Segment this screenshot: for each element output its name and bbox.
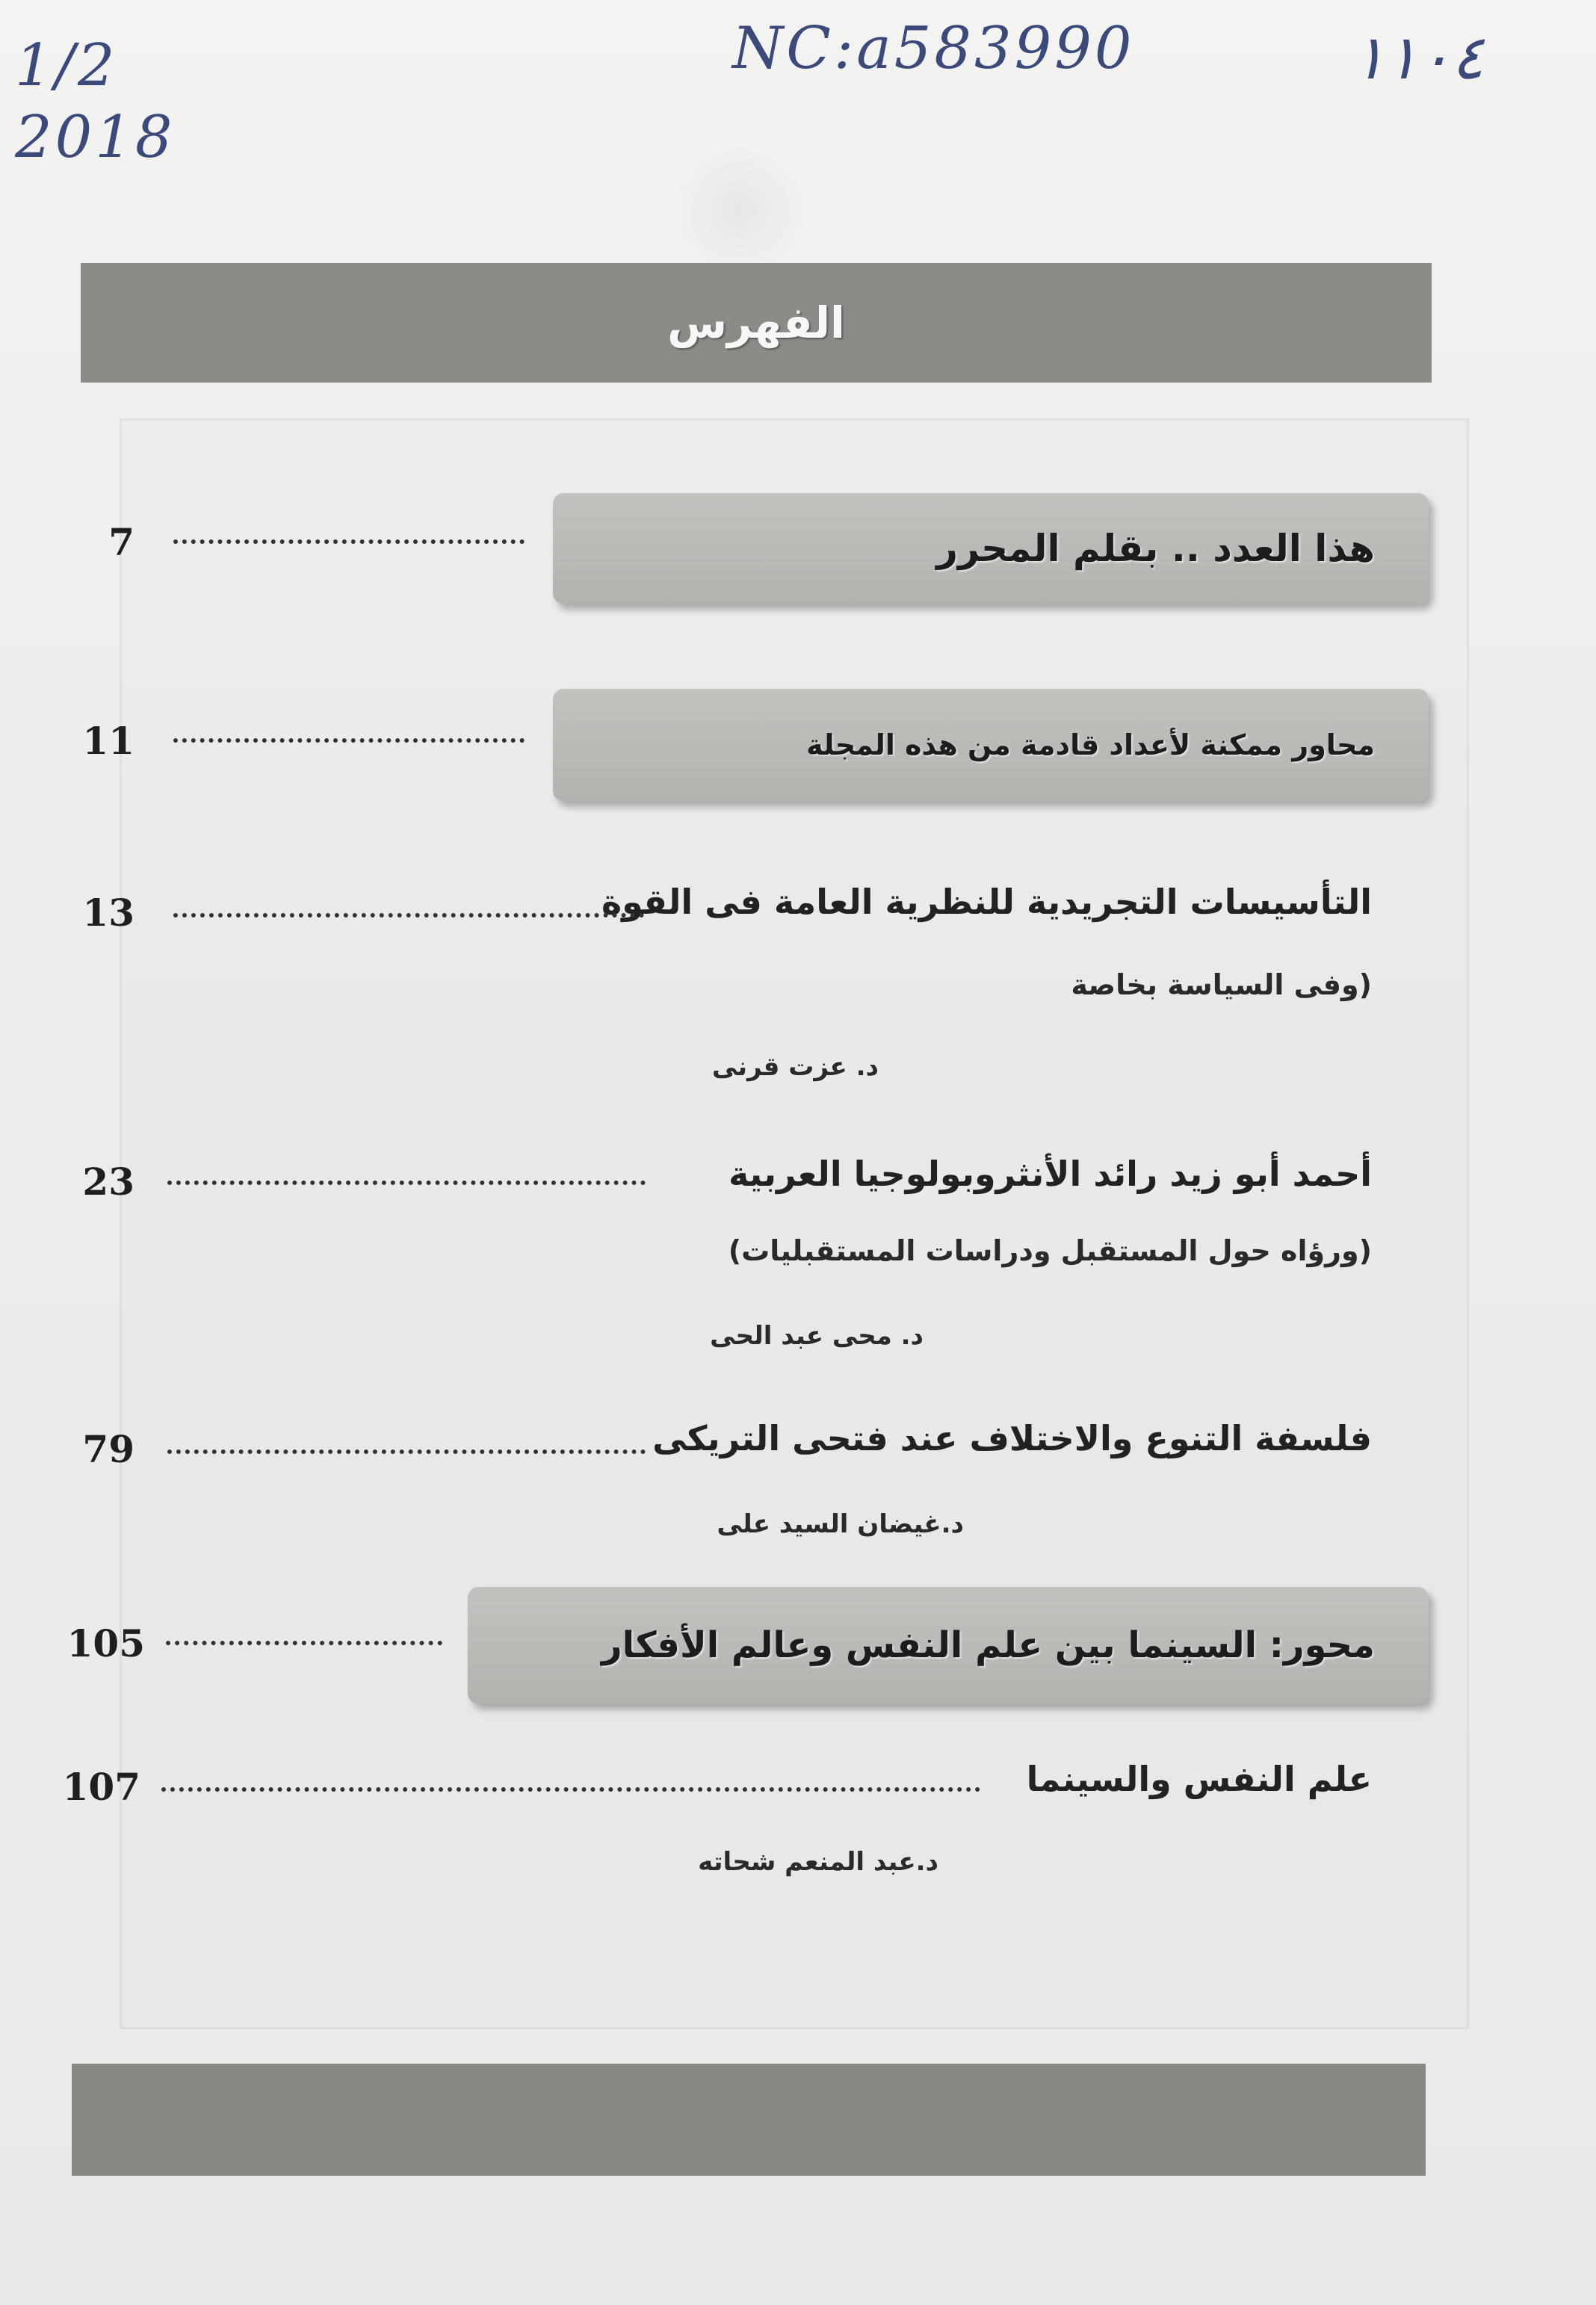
page-title: الفهرس (667, 297, 845, 348)
page-number[interactable]: 13 (82, 891, 134, 935)
entry-title: محاور ممكنة لأعداد قادمة من هذه المجلة (806, 728, 1375, 761)
leader-dots (173, 913, 644, 918)
page-number[interactable]: 11 (82, 719, 134, 763)
background-ornament-top (672, 142, 807, 276)
entry-author: د. عزت قرنى (711, 1052, 879, 1082)
handwritten-note-left (15, 30, 176, 173)
handwritten-number: ١١٠٤ (1352, 22, 1485, 93)
section-box-future-issues (553, 689, 1429, 801)
leader-dots (166, 1641, 442, 1645)
handwritten-code: NC:a583990 (732, 15, 1135, 82)
entry-title: محور: السينما بين علم النفس وعالم الأفكار (601, 1624, 1375, 1666)
section-box-cinema (468, 1587, 1429, 1704)
page-number[interactable]: 7 (108, 520, 134, 564)
entry-subtitle: (وفى السياسة بخاصة (1071, 968, 1372, 1001)
entry-author: د. محى عبد الحى (710, 1321, 924, 1351)
entry-title[interactable]: فلسفة التنوع والاختلاف عند فتحى التريكى (652, 1418, 1372, 1458)
leader-dots (161, 1787, 980, 1792)
leader-dots (173, 738, 525, 743)
bottom-bar (72, 2064, 1426, 2176)
leader-dots (167, 1449, 646, 1454)
leader-dots (167, 1181, 646, 1185)
handwritten-year: 2018 (15, 104, 176, 171)
entry-title: هذا العدد .. بقلم المحرر (936, 527, 1375, 570)
page-number[interactable]: 107 (62, 1765, 140, 1809)
entry-author: د.غيضان السيد على (717, 1509, 964, 1539)
leader-dots (173, 539, 525, 544)
title-bar (81, 263, 1432, 383)
entry-title[interactable]: أحمد أبو زيد رائد الأنثروبولوجيا العربية (729, 1154, 1372, 1194)
entry-title[interactable]: التأسيسات التجريدية للنظرية العامة فى القوة (601, 882, 1372, 922)
section-box-editor (553, 493, 1429, 604)
page-number[interactable]: 105 (66, 1621, 145, 1665)
entry-author: د.عبد المنعم شحاته (698, 1847, 938, 1877)
handwritten-fraction: 1/2 (15, 32, 118, 99)
entry-subtitle: (ورؤاه حول المستقبل ودراسات المستقبليات) (728, 1234, 1372, 1267)
entry-title[interactable]: علم النفس والسينما (1026, 1759, 1372, 1799)
page-number[interactable]: 79 (82, 1427, 134, 1471)
page-number[interactable]: 23 (82, 1160, 134, 1204)
